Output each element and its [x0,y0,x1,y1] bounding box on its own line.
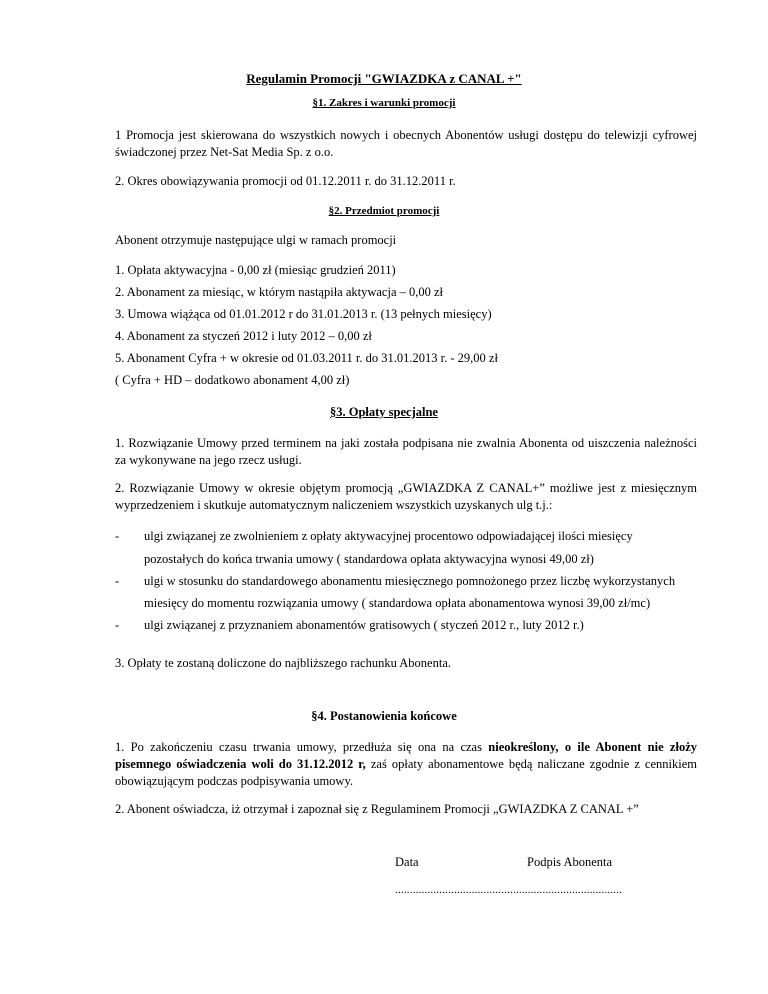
bullet-dash: - [115,574,120,588]
bullet-line: ulgi związanej z przyznaniem abonamentów gratisowych ( styczeń 2012 r., luty 2012 r.) [144,618,584,632]
section-2-item: 4. Abonament za styczeń 2012 i luty 2012 – 0,00 zł [115,329,372,343]
section-1-heading: §1. Zakres i warunki promocji [312,97,456,109]
section-3-heading: §3. Opłaty specjalne [330,405,438,419]
section-3-paragraph-1: 1. Rozwiązanie Umowy przed terminem na jaki została podpisana nie zwalnia Abonenta od uiszczenia należności za wykonywane na jego rzecz usługi. [115,436,697,467]
section-2-item: 3. Umowa wiążąca od 01.01.2012 r do 31.01.2013 r. (13 pełnych miesięcy) [115,307,492,321]
section-4-heading: §4. Postanowienia końcowe [311,709,457,723]
section-2-item: 1. Opłata aktywacyjna - 0,00 zł (miesiąc grudzień 2011) [115,263,396,277]
section-2-item: ( Cyfra + HD – dodatkowo abonament 4,00 zł) [115,373,350,387]
section-3-paragraph-2: 2. Rozwiązanie Umowy w okresie objętym promocją „GWIAZDKA Z CANAL+” możliwe jest z miesięcznym wyprzedzeniem i skutkuje automatycznym naliczeniem wszystkich uzyskanych ulg t.j.: [115,481,697,512]
bullet-dash: - [115,529,120,543]
section-2-item: 5. Abonament Cyfra + w okresie od 01.03.2011 r. do 31.01.2013 r. - 29,00 zł [115,351,498,365]
section-4-text-normal-end: zaś opłaty abonamentowe będą naliczane zgodnie z cennikiem obowiązującym podczas podpisywania umowy. [115,757,697,788]
section-1-paragraph-2: 2. Okres obowiązywania promocji od 01.12.2011 r. do 31.12.2011 r. [115,174,456,188]
date-label: Data [395,855,419,869]
bullet-line: miesięcy do momentu rozwiązania umowy ( standardowa opłata abonamentowa wynosi 39,00 zł/mc) [144,596,651,610]
bullet-dash: - [115,618,120,632]
section-4-paragraph-2: 2. Abonent oświadcza, iż otrzymał i zapoznał się z Regulaminem Promocji „GWIAZDKA Z CANAL +” [115,802,639,816]
bullet-line: ulgi związanej ze zwolnieniem z opłaty aktywacyjnej procentowo odpowiadającej ilości miesięcy [144,529,633,543]
section-2-intro: Abonent otrzymuje następujące ulgi w ramach promocji [115,233,397,247]
section-2-item: 2. Abonament za miesiąc, w którym nastąpiła aktywacja – 0,00 zł [115,285,444,299]
section-1-paragraph-1: 1 Promocja jest skierowana do wszystkich nowych i obecnych Abonentów usługi dostępu do telewizji cyfrowej świadczonej przez Net-Sat Media Sp. z o.o. [115,128,697,159]
section-4-paragraph-1 [115,739,697,790]
bullet-line: pozostałych do końca trwania umowy ( standardowa opłata aktywacyjna wynosi 49,00 zł) [144,552,594,566]
section-3-paragraph-3: 3. Opłaty te zostaną doliczone do najbliższego rachunku Abonenta. [115,656,452,670]
signature-label: Podpis Abonenta [527,855,613,869]
section-4-text-bold: nieokreślony, o ile Abonent nie złoży pisemnego oświadczenia woli do 31.12.2012 r, [115,740,697,771]
bullet-line: ulgi w stosunku do standardowego abonamentu miesięcznego pomnożonego przez liczbę wykorzystanych [144,574,676,588]
section-4-text-normal: 1. Po zakończeniu czasu trwania umowy, przedłuża się ona na czas [115,740,489,754]
document-title: Regulamin Promocji "GWIAZDKA z CANAL +" [246,71,522,86]
signature-dotted-line[interactable]: ............................................................................. [395,884,623,896]
section-2-heading: §2. Przedmiot promocji [328,205,440,217]
